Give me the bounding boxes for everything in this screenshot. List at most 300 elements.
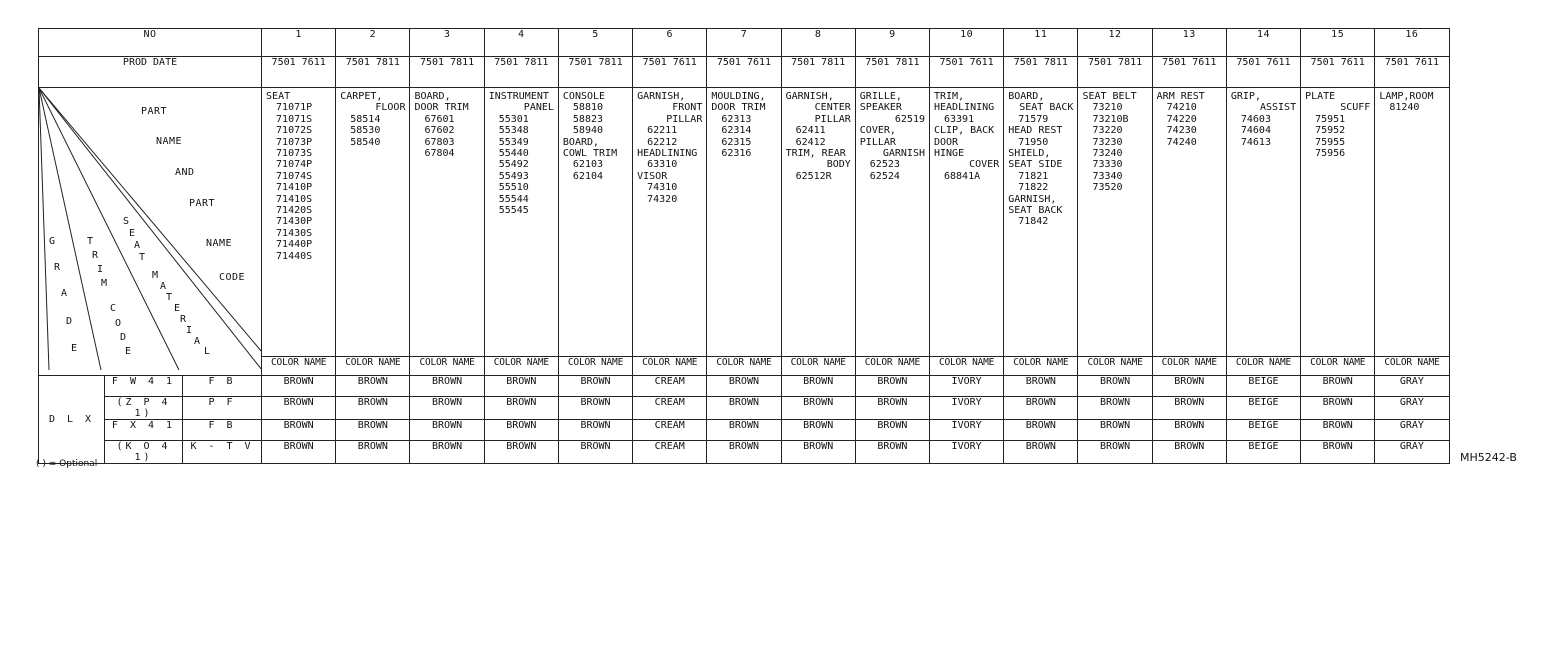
color-name-header: COLOR NAME: [558, 357, 632, 376]
part-label-2: PART: [189, 198, 216, 209]
part-line: 71074S: [276, 170, 313, 182]
color-value: BROWN: [855, 376, 929, 397]
material-letter: L: [204, 346, 211, 357]
part-cell: [410, 88, 484, 357]
color-value: BROWN: [410, 397, 484, 420]
part-line: FRONT: [672, 102, 703, 114]
trim-code-letter: C: [110, 303, 117, 314]
color-value: BROWN: [336, 420, 410, 441]
part-line: 62523: [869, 159, 900, 171]
part-line: 73220: [1092, 125, 1123, 137]
grade-label: D L X: [39, 376, 105, 464]
part-line: 71430P: [276, 216, 313, 228]
part-line: HEADLINING: [637, 148, 698, 160]
prod-date-value: 7501 7611: [707, 57, 781, 88]
color-value: BROWN: [262, 397, 336, 420]
part-line: BOARD,: [1008, 91, 1045, 102]
part-line: 63391: [944, 113, 975, 125]
part-line: 71410S: [276, 193, 313, 205]
trim-code: (K O 4 1): [105, 441, 183, 464]
part-line: 58810: [572, 102, 604, 114]
name-label-2: NAME: [206, 238, 233, 249]
color-value: BROWN: [410, 376, 484, 397]
part-line: 62212: [647, 136, 678, 148]
seat-letter: S: [123, 216, 130, 227]
seat-letter: T: [139, 252, 146, 263]
color-value: BROWN: [336, 376, 410, 397]
color-name-header: COLOR NAME: [930, 357, 1004, 376]
part-line: 71579: [1018, 113, 1049, 125]
no-label: NO: [39, 29, 262, 57]
color-value: BROWN: [1301, 376, 1375, 397]
column-number: 8: [781, 29, 855, 57]
prod-date-value: 7501 7811: [558, 57, 632, 88]
part-line: 55440: [498, 148, 529, 160]
part-line: 55301: [498, 113, 529, 125]
part-line: BOARD,: [414, 91, 451, 102]
color-value: BEIGE: [1226, 441, 1300, 464]
prod-date-value: 7501 7811: [336, 57, 410, 88]
part-line: 55545: [498, 205, 529, 217]
part-line: GARNISH,: [785, 91, 834, 102]
part-line: 71430S: [276, 227, 313, 239]
column-number: 6: [633, 29, 707, 57]
part-line: 62315: [721, 136, 752, 148]
part-line: GARNISH,: [637, 91, 686, 102]
color-name-header: COLOR NAME: [707, 357, 781, 376]
prod-date-value: 7501 7811: [1078, 57, 1152, 88]
part-line: COWL TRIM: [562, 148, 618, 160]
trim-code: (Z P 4 1): [105, 397, 183, 420]
color-value: BROWN: [410, 420, 484, 441]
color-value: BROWN: [1152, 441, 1226, 464]
grade-letter: E: [71, 343, 78, 354]
grade-letter: A: [61, 288, 68, 299]
part-line: 62411: [795, 125, 826, 137]
column-number: 10: [930, 29, 1004, 57]
part-line: 71822: [1018, 182, 1049, 194]
part-cell: [1226, 88, 1300, 357]
part-line: 73520: [1092, 182, 1123, 194]
part-line: PANEL: [523, 102, 554, 114]
part-cell: [1004, 88, 1078, 357]
color-value: GRAY: [1375, 420, 1449, 441]
part-line: 62103: [572, 159, 604, 171]
column-number: 13: [1152, 29, 1226, 57]
prod-date-value: 7501 7611: [633, 57, 707, 88]
part-line: DOOR TRIM: [414, 102, 469, 114]
color-value: BROWN: [707, 376, 781, 397]
seat-material: F B: [183, 376, 262, 397]
color-value: BROWN: [855, 441, 929, 464]
part-line: 71440P: [276, 239, 313, 251]
color-value: BROWN: [707, 441, 781, 464]
part-line: 73210B: [1092, 113, 1129, 125]
part-line: INSTRUMENT: [488, 91, 549, 102]
grade-letter: G: [49, 236, 56, 247]
column-number: 7: [707, 29, 781, 57]
prod-date-value: 7501 7811: [1004, 57, 1078, 88]
part-line: VISOR: [637, 170, 668, 182]
color-value: BROWN: [1004, 441, 1078, 464]
part-line: 75951: [1315, 113, 1346, 125]
color-value: BROWN: [781, 441, 855, 464]
color-value: CREAM: [633, 420, 707, 441]
trim-letter: M: [101, 278, 108, 289]
material-letter: I: [186, 325, 193, 336]
part-line: ARM REST: [1156, 91, 1205, 102]
prod-date-value: 7501 7811: [410, 57, 484, 88]
prod-date-value: 7501 7611: [1375, 57, 1449, 88]
prod-date-value: 7501 7811: [855, 57, 929, 88]
part-line: 71950: [1018, 136, 1049, 148]
color-value: BEIGE: [1226, 397, 1300, 420]
part-line: 55493: [498, 170, 529, 182]
part-line: MOULDING,: [711, 91, 766, 102]
color-name-header: COLOR NAME: [1375, 357, 1449, 376]
color-value: BROWN: [1301, 441, 1375, 464]
color-value: BROWN: [781, 376, 855, 397]
color-value: BROWN: [781, 420, 855, 441]
color-value: BROWN: [707, 397, 781, 420]
color-value: BROWN: [1152, 376, 1226, 397]
part-line: TRIM,: [934, 91, 965, 102]
color-name-header: COLOR NAME: [1004, 357, 1078, 376]
color-value: CREAM: [633, 376, 707, 397]
part-line: 74240: [1166, 136, 1197, 148]
color-value: IVORY: [930, 397, 1004, 420]
color-value: IVORY: [930, 376, 1004, 397]
part-line: 75952: [1315, 125, 1346, 137]
seat-letter: A: [134, 240, 141, 251]
part-cell: [262, 88, 336, 357]
part-line: PILLAR: [814, 113, 851, 125]
part-line: SEAT: [266, 91, 291, 102]
part-line: 55349: [498, 136, 529, 148]
part-line: GRILLE,: [859, 91, 902, 102]
part-line: DOOR TRIM: [711, 102, 766, 114]
color-name-header: COLOR NAME: [262, 357, 336, 376]
part-line: 71071S: [276, 113, 313, 125]
name-label: NAME: [156, 136, 183, 147]
part-line: LAMP,ROOM: [1379, 91, 1434, 102]
color-name-header: COLOR NAME: [410, 357, 484, 376]
part-line: 71842: [1018, 216, 1049, 228]
part-line: 67602: [424, 125, 455, 137]
part-cell: [707, 88, 781, 357]
part-line: HEADLINING: [934, 102, 995, 114]
trim-letter: R: [92, 250, 99, 261]
color-value: BROWN: [484, 420, 558, 441]
part-cell: [1078, 88, 1152, 357]
trim-color-table: [38, 28, 1524, 464]
trim-row: [39, 397, 1524, 420]
part-cell: [1375, 88, 1449, 357]
color-value: CREAM: [633, 397, 707, 420]
column-number: 14: [1226, 29, 1300, 57]
color-value: BROWN: [558, 420, 632, 441]
part-cell: [558, 88, 632, 357]
color-value: BROWN: [1004, 376, 1078, 397]
grade-letter: D: [66, 316, 73, 327]
trim-row: [39, 441, 1524, 464]
trim-code-letter: E: [125, 346, 132, 357]
part-line: 62512R: [795, 170, 832, 182]
material-letter: A: [194, 336, 201, 347]
color-value: BROWN: [484, 376, 558, 397]
color-value: GRAY: [1375, 376, 1449, 397]
part-line: 74613: [1240, 136, 1271, 148]
part-line: 62104: [572, 170, 604, 182]
prod-date-value: 7501 7611: [930, 57, 1004, 88]
diagonal-header: [39, 88, 262, 376]
part-line: 55544: [498, 193, 529, 205]
part-line: PLATE: [1305, 91, 1336, 102]
color-value: BROWN: [707, 420, 781, 441]
color-value: GRAY: [1375, 397, 1449, 420]
color-value: BROWN: [1078, 420, 1152, 441]
part-line: 71074P: [276, 159, 313, 171]
part-line: 74220: [1166, 113, 1197, 125]
part-line: 71073S: [276, 148, 313, 160]
color-name-header: COLOR NAME: [1152, 357, 1226, 376]
part-cell: [855, 88, 929, 357]
prod-date-value: 7501 7611: [1226, 57, 1300, 88]
part-line: 74320: [647, 193, 678, 205]
part-cell: [1301, 88, 1375, 357]
color-value: BROWN: [1152, 397, 1226, 420]
part-line: 62211: [647, 125, 678, 137]
part-line: 71410P: [276, 182, 313, 194]
column-number: 4: [484, 29, 558, 57]
part-label: PART: [141, 106, 168, 117]
color-name-header: COLOR NAME: [1301, 357, 1375, 376]
part-line: SCUFF: [1340, 102, 1371, 114]
color-value: BROWN: [336, 441, 410, 464]
color-value: BROWN: [336, 397, 410, 420]
part-line: 58514: [350, 113, 381, 125]
part-line: 74210: [1166, 102, 1197, 114]
part-line: 67803: [424, 136, 455, 148]
part-line: HINGE: [934, 148, 965, 160]
trim-row: [39, 420, 1524, 441]
part-line: PILLAR: [859, 136, 896, 148]
part-line: SEAT SIDE: [1008, 159, 1063, 171]
color-value: BROWN: [484, 397, 558, 420]
trim-letter: I: [97, 264, 104, 275]
part-line: TRIM, REAR: [785, 148, 846, 160]
part-line: 71420S: [276, 205, 313, 217]
part-line: 62412: [795, 136, 826, 148]
color-name-header: COLOR NAME: [484, 357, 558, 376]
column-number: 5: [558, 29, 632, 57]
color-value: BROWN: [1152, 420, 1226, 441]
color-value: BROWN: [410, 441, 484, 464]
part-line: COVER,: [859, 125, 896, 137]
color-name-header: COLOR NAME: [336, 357, 410, 376]
and-label: AND: [175, 167, 195, 178]
color-value: BROWN: [262, 420, 336, 441]
color-value: BROWN: [1078, 376, 1152, 397]
part-cell: [930, 88, 1004, 357]
trim-letter: T: [87, 236, 94, 247]
part-line: 71071P: [276, 102, 313, 114]
part-line: SPEAKER: [859, 102, 902, 114]
part-line: CLIP, BACK: [934, 125, 995, 137]
column-number: 12: [1078, 29, 1152, 57]
part-line: 73330: [1092, 159, 1123, 171]
part-line: PILLAR: [666, 113, 703, 125]
part-line: CENTER: [814, 102, 851, 114]
prod-date-value: 7501 7611: [1301, 57, 1375, 88]
part-cell: [336, 88, 410, 357]
color-name-header: COLOR NAME: [633, 357, 707, 376]
part-line: 62519: [894, 113, 925, 125]
part-line: SEAT BACK: [1008, 205, 1063, 217]
part-line: GRIP,: [1230, 91, 1261, 102]
part-line: 75956: [1315, 148, 1346, 160]
part-line: 81240: [1389, 102, 1420, 114]
material-letter: A: [160, 281, 167, 292]
color-value: CREAM: [633, 441, 707, 464]
part-line: SHIELD,: [1008, 148, 1051, 160]
material-letter: E: [174, 303, 181, 314]
color-value: BROWN: [1004, 397, 1078, 420]
color-value: IVORY: [930, 441, 1004, 464]
seat-material: F B: [183, 420, 262, 441]
column-number: 3: [410, 29, 484, 57]
part-line: 74310: [647, 182, 678, 194]
color-name-header: COLOR NAME: [1226, 357, 1300, 376]
part-line: 73210: [1092, 102, 1123, 114]
part-line: SEAT BELT: [1082, 91, 1137, 102]
part-line: GARNISH,: [1008, 193, 1057, 205]
part-line: 71072S: [276, 125, 313, 137]
color-value: BROWN: [1078, 441, 1152, 464]
part-line: SEAT BACK: [1019, 102, 1074, 114]
part-line: 68841A: [944, 170, 981, 182]
part-line: 73240: [1092, 148, 1123, 160]
prod-date-value: 7501 7811: [484, 57, 558, 88]
color-value: BROWN: [1301, 397, 1375, 420]
column-number: 15: [1301, 29, 1375, 57]
part-line: 55492: [498, 159, 529, 171]
color-value: BROWN: [1078, 397, 1152, 420]
part-line: 58940: [572, 125, 604, 137]
code-label: CODE: [219, 272, 246, 283]
part-line: 74604: [1240, 125, 1271, 137]
seat-material: K - T V: [183, 441, 262, 464]
part-line: 55348: [498, 125, 529, 137]
column-number: 9: [855, 29, 929, 57]
part-line: CARPET,: [340, 91, 383, 102]
diagonal-lines: [39, 88, 262, 370]
material-letter: M: [152, 270, 159, 281]
color-value: BROWN: [262, 441, 336, 464]
part-line: 71440S: [276, 250, 313, 262]
part-line: 62313: [721, 113, 752, 125]
trim-code: F X 4 1: [105, 420, 183, 441]
part-line: COVER: [969, 159, 1000, 171]
color-value: BROWN: [781, 397, 855, 420]
trim-code-letter: O: [115, 318, 122, 329]
color-value: BROWN: [855, 420, 929, 441]
color-value: IVORY: [930, 420, 1004, 441]
part-line: 74603: [1240, 113, 1271, 125]
prod-date-label: PROD DATE: [39, 57, 262, 88]
part-line: 62314: [721, 125, 752, 137]
column-number: 16: [1375, 29, 1449, 57]
color-value: BEIGE: [1226, 420, 1300, 441]
color-value: BROWN: [262, 376, 336, 397]
part-line: GARNISH: [882, 148, 925, 160]
trim-code-letter: D: [120, 332, 127, 343]
part-line: 55510: [498, 182, 529, 194]
part-line: BOARD,: [562, 136, 600, 148]
trim-code: F W 4 1: [105, 376, 183, 397]
part-line: 67804: [424, 148, 455, 160]
color-name-header: COLOR NAME: [855, 357, 929, 376]
color-value: GRAY: [1375, 441, 1449, 464]
color-value: BROWN: [558, 441, 632, 464]
part-cell: [633, 88, 707, 357]
part-line: 62316: [721, 148, 752, 160]
color-value: BROWN: [558, 376, 632, 397]
part-line: CONSOLE: [562, 91, 606, 102]
part-cell: [781, 88, 855, 357]
prod-date-value: 7501 7611: [262, 57, 336, 88]
part-line: ASSIST: [1259, 102, 1297, 114]
part-cell: [1152, 88, 1226, 357]
trim-row: [39, 376, 1524, 397]
material-letter: R: [180, 314, 187, 325]
part-line: 71821: [1018, 170, 1049, 182]
prod-date-value: 7501 7611: [1152, 57, 1226, 88]
part-line: FLOOR: [375, 102, 406, 114]
part-line: 73230: [1092, 136, 1123, 148]
material-letter: T: [166, 292, 173, 303]
color-value: BROWN: [1004, 420, 1078, 441]
part-line: 71073P: [276, 136, 313, 148]
part-cell: [484, 88, 558, 357]
color-value: BROWN: [558, 397, 632, 420]
part-line: BODY: [826, 159, 851, 171]
part-line: HEAD REST: [1008, 125, 1063, 137]
seat-material: P F: [183, 397, 262, 420]
part-line: 67601: [424, 113, 455, 125]
grade-letter: R: [54, 262, 61, 273]
color-name-header: COLOR NAME: [781, 357, 855, 376]
color-value: BROWN: [484, 441, 558, 464]
part-line: 58530: [350, 125, 381, 137]
part-line: 62524: [869, 170, 900, 182]
color-value: BROWN: [1301, 420, 1375, 441]
column-number: 2: [336, 29, 410, 57]
seat-letter: E: [129, 228, 136, 239]
column-number: 11: [1004, 29, 1078, 57]
color-value: BEIGE: [1226, 376, 1300, 397]
part-line: 63310: [647, 159, 678, 171]
column-number: 1: [262, 29, 336, 57]
part-line: 75955: [1315, 136, 1346, 148]
prod-date-value: 7501 7811: [781, 57, 855, 88]
figure-reference: MH5242-B: [1460, 451, 1517, 464]
part-line: 58823: [572, 113, 604, 125]
color-name-header: COLOR NAME: [1078, 357, 1152, 376]
part-line: 74230: [1166, 125, 1197, 137]
optional-footnote: ( ) = Optional: [36, 459, 98, 469]
part-line: 73340: [1092, 170, 1123, 182]
